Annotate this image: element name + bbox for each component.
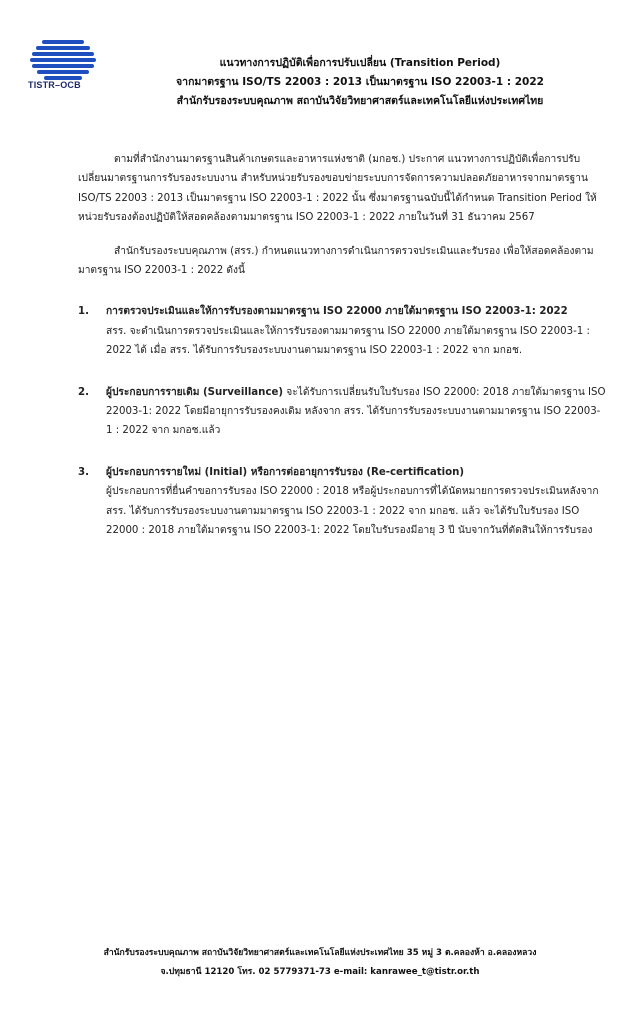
footer-address: สำนักรับรองระบบคุณภาพ สถาบันวิจัยวิทยาศาสตร์และเทคโนโลยีแห่งประเทศไทย 35 หมู่ 3 ต.คลองห้า อ.คลองหลวง — [103, 948, 537, 958]
header-organization: สำนักรับรองระบบคุณภาพ สถาบันวิจัยวิทยาศาสตร์และเทคโนโลยีแห่งประเทศไทย — [176, 95, 544, 107]
section-number: 2. — [78, 386, 89, 398]
header-title: แนวทางการปฏิบัติเพื่อการปรับเปลี่ยน (Transition Period) — [219, 57, 501, 69]
section-title: ผู้ประกอบการรายเดิม (Surveillance) — [106, 386, 284, 398]
section-3 — [78, 463, 606, 541]
document-body — [78, 150, 606, 541]
globe-logo-icon — [28, 38, 98, 82]
scope-paragraph: สำนักรับรองระบบคุณภาพ (สรร.) กำหนดแนวทางการดำเนินการตรวจประเมินและรับรอง เพื่อให้สอดคล้องตามมาตรฐาน ISO 22003-1 : 2022 ดังนี้ — [78, 245, 594, 277]
section-body: จะได้รับการเปลี่ยนรับใบรับรอง ISO 22000: 2018 ภายใต้มาตรฐาน ISO 22003-1: 2022 โดยมีอายุการรับรองคงเดิม หลังจาก สรร. ได้รับการรับรองระบบงานตามมาตรฐาน ISO 22003-1 : 2022 จาก มกอช.แล้ว — [106, 386, 606, 437]
section-body: สรร. จะดำเนินการตรวจประเมินและให้การรับรองตามมาตรฐาน ISO 22000 ภายใต้มาตรฐาน ISO 22003-1 : 2022 ได้ เมื่อ สรร. ได้รับการรับรองระบบงานตามมาตรฐาน ISO 22003-1 : 2022 จาก มกอช. — [106, 325, 590, 357]
document-header — [110, 54, 610, 111]
section-number: 1. — [78, 306, 89, 318]
section-1 — [78, 302, 606, 360]
section-body: ผู้ประกอบการที่ยื่นคำขอการรับรอง ISO 22000 : 2018 หรือผู้ประกอบการที่ได้นัดหมายการตรวจประเมินหลังจาก สรร. ได้รับการรับรองระบบงานตามมาตรฐาน ISO 22003-1 : 2022 จาก มกอช. แล้ว จะได้รับใบรับรอง ISO 22000 : 2018 ภายใต้มาตรฐาน ISO 22003-1: 2022 โดยใบรับรองมีอายุ 3 ปี นับจากวันที่ตัดสินให้การรับรอง — [106, 486, 599, 537]
section-number: 3. — [78, 466, 89, 478]
section-2 — [78, 383, 606, 441]
intro-paragraph: ตามที่สำนักงานมาตรฐานสินค้าเกษตรและอาหารแห่งชาติ (มกอช.) ประกาศ แนวทางการปฏิบัติเพื่อการปรับเปลี่ยนมาตรฐานการรับรองระบบงาน สำหรับหน่วยรับรองขอบข่ายระบบการจัดการความปลอดภัยอาหารจากมาตรฐาน ISO/TS 22003 : 2013 เป็นมาตรฐาน ISO 22003-1 : 2022 นั้น ซึ่งมาตรฐานฉบับนี้ได้กำหนด Transition Period ให้หน่วยรับรองต้องปฏิบัติให้สอดคล้องตามมาตรฐาน ISO 22003-1 : 2022 ภายในวันที่ 31 ธันวาคม 2567 — [78, 154, 597, 224]
section-body-wrapper — [106, 383, 606, 441]
section-title: ผู้ประกอบการรายใหม่ (Initial) หรือการต่ออายุการรับรอง (Re-certification) — [106, 466, 465, 478]
logo-text: TISTR–OCB — [28, 80, 81, 90]
section-title: การตรวจประเมินและให้การรับรองตามมาตรฐาน ISO 22000 ภายใต้มาตรฐาน ISO 22003-1: 2022 — [106, 306, 568, 318]
footer-contact: จ.ปทุมธานี 12120 โทร. 02 5779371-73 e-mail: kanrawee_t@tistr.or.th — [160, 967, 480, 977]
header-subtitle: จากมาตรฐาน ISO/TS 22003 : 2013 เป็นมาตรฐาน ISO 22003-1 : 2022 — [176, 76, 544, 88]
document-footer — [60, 944, 580, 982]
